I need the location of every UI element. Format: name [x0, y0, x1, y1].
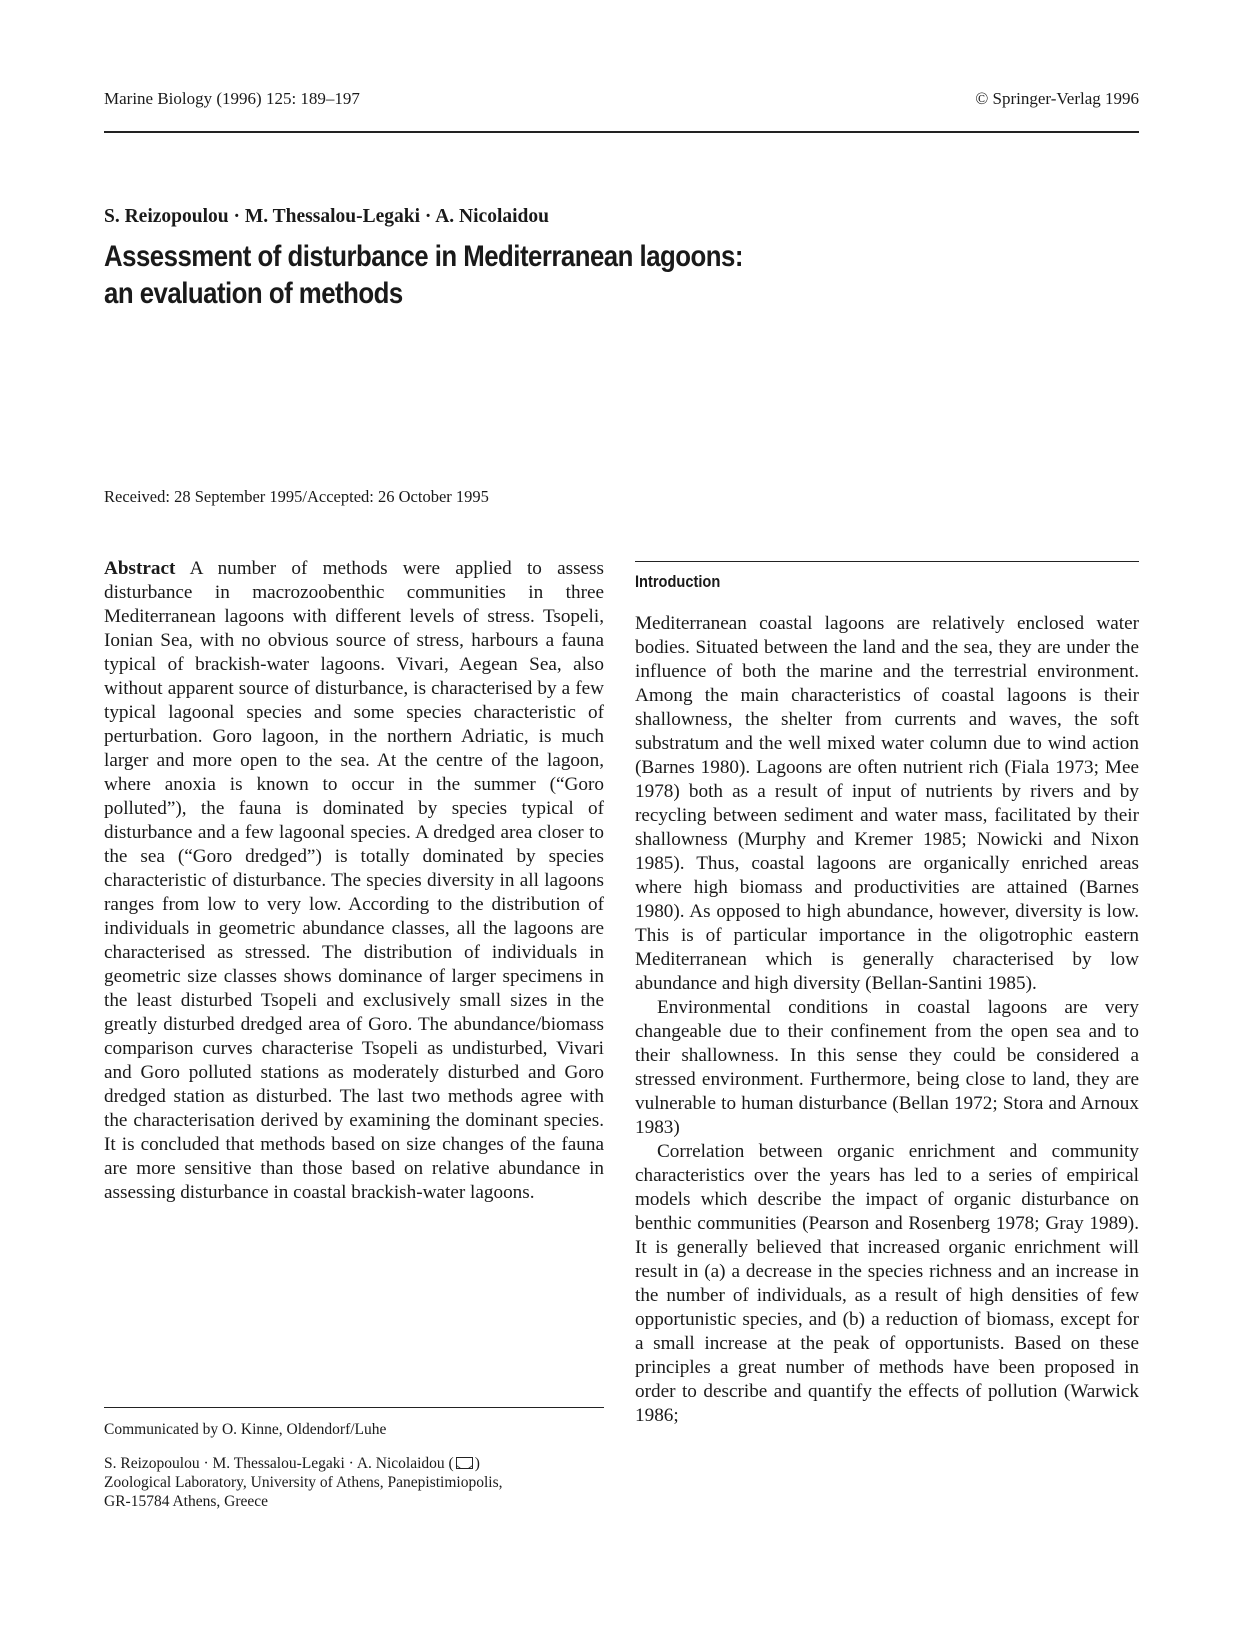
address-authors-line: [104, 1454, 604, 1473]
author-list: S. Reizopoulou · M. Thessalou-Legaki · A. Nicolaidou: [104, 206, 549, 227]
abstract: [104, 557, 604, 1205]
envelope-icon: [456, 1457, 473, 1469]
introduction-body: [635, 612, 1139, 1428]
introduction-heading: Introduction: [635, 572, 721, 591]
header-rule: [104, 131, 1139, 133]
running-head: [104, 89, 1139, 113]
intro-paragraph: Mediterranean coastal lagoons are relatively enclosed water bodies. Situated between the land and the sea, they are under the influence of both the marine and the terrestrial environment. Among the main characteristics of coastal lagoons is their shallowness, the shelter from currents and waves, the soft substratum and the well mixed water column due to wind action (Barnes 1980). Lagoons are often nutrient rich (Fiala 1973; Mee 1978) both as a result of input of nutrients by rivers and by recycling between sediment and water mass, facilitated by their shallowness (Murphy and Kremer 1985; Nowicki and Nixon 1985). Thus, coastal lagoons are organically enriched areas where high biomass and productivities are attained (Barnes 1980). As opposed to high abundance, however, diversity is low. This is of particular importance in the oligotrophic eastern Mediterranean which is generally characterised by low abundance and high diversity (Bellan-Santini 1985).: [635, 613, 1139, 994]
communicated-by: Communicated by O. Kinne, Oldendorf/Luhe: [104, 1421, 387, 1438]
article-title: [104, 238, 878, 312]
title-line-2: an evaluation of methods: [104, 277, 403, 310]
received-dates: Received: 28 September 1995/Accepted: 26 October 1995: [104, 487, 489, 506]
copyright-notice: © Springer-Verlag 1996: [975, 89, 1139, 108]
section-rule: [635, 561, 1139, 562]
footnote-rule: [104, 1407, 604, 1408]
title-line-1: Assessment of disturbance in Mediterranean lagoons:: [104, 240, 743, 273]
address-institution: Zoological Laboratory, University of Athens, Panepistimiopolis,: [104, 1474, 503, 1491]
right-column: [635, 561, 1139, 1428]
address-city: GR-15784 Athens, Greece: [104, 1493, 268, 1510]
left-column: [104, 557, 604, 1205]
journal-citation: Marine Biology (1996) 125: 189–197: [104, 89, 360, 108]
intro-paragraph: Correlation between organic enrichment and community characteristics over the years has led to a series of empirical models which describe the impact of organic disturbance on benthic communities (Pearson and Rosenberg 1978; Gray 1989). It is generally believed that increased organic enrichment will result in (a) a decrease in the species richness and an increase in the number of individuals, as a result of high densities of few opportunistic species, and (b) a reduction of biomass, except for a small increase at the peak of opportunists. Based on these principles a great number of methods have been proposed in order to describe and quantify the effects of pollution (Warwick 1986;: [635, 1141, 1139, 1426]
author-address: [104, 1454, 604, 1511]
intro-paragraph: Environmental conditions in coastal lagoons are very changeable due to their confinement from the open sea and to their shallowness. In this sense they could be considered a stressed environment. Furthermore, being close to land, they are vulnerable to human disturbance (Bellan 1972; Stora and Arnoux 1983): [635, 997, 1139, 1138]
address-authors-close: ): [474, 1455, 480, 1472]
abstract-heading: Abstract: [104, 558, 176, 579]
abstract-text: A number of methods were applied to assess disturbance in macrozoobenthic communities in three Mediterranean lagoons with different levels of stress. Tsopeli, Ionian Sea, with no obvious source of stress, harbours a fauna typical of brackish-water lagoons. Vivari, Aegean Sea, also without apparent source of disturbance, is characterised by a few typical lagoonal species and some species characteristic of perturbation. Goro lagoon, in the northern Adriatic, is much larger and more open to the sea. At the centre of the lagoon, where anoxia is known to occur in the summer (“Goro polluted”), the fauna is dominated by species typical of disturbance and a few lagoonal species. A dredged area closer to the sea (“Goro dredged”) is totally dominated by species characteristic of disturbance. The species diversity in all lagoons ranges from low to very low. According to the distribution of individuals in geometric abundance classes, all the lagoons are characterised as stressed. The distribution of individuals in geometric size classes shows dominance of larger specimens in the least disturbed Tsopeli and exclusively small sizes in the greatly disturbed dredged area of Goro. The abundance/biomass comparison curves characterise Tsopeli as undisturbed, Vivari and Goro polluted stations as moderately disturbed and Goro dredged station as disturbed. The last two methods agree with the characterisation derived by examining the dominant species. It is concluded that methods based on size changes of the fauna are more sensitive than those based on relative abundance in assessing disturbance in coastal brackish-water lagoons.: [104, 558, 604, 1203]
address-authors: S. Reizopoulou · M. Thessalou-Legaki · A. Nicolaidou (: [104, 1455, 454, 1472]
